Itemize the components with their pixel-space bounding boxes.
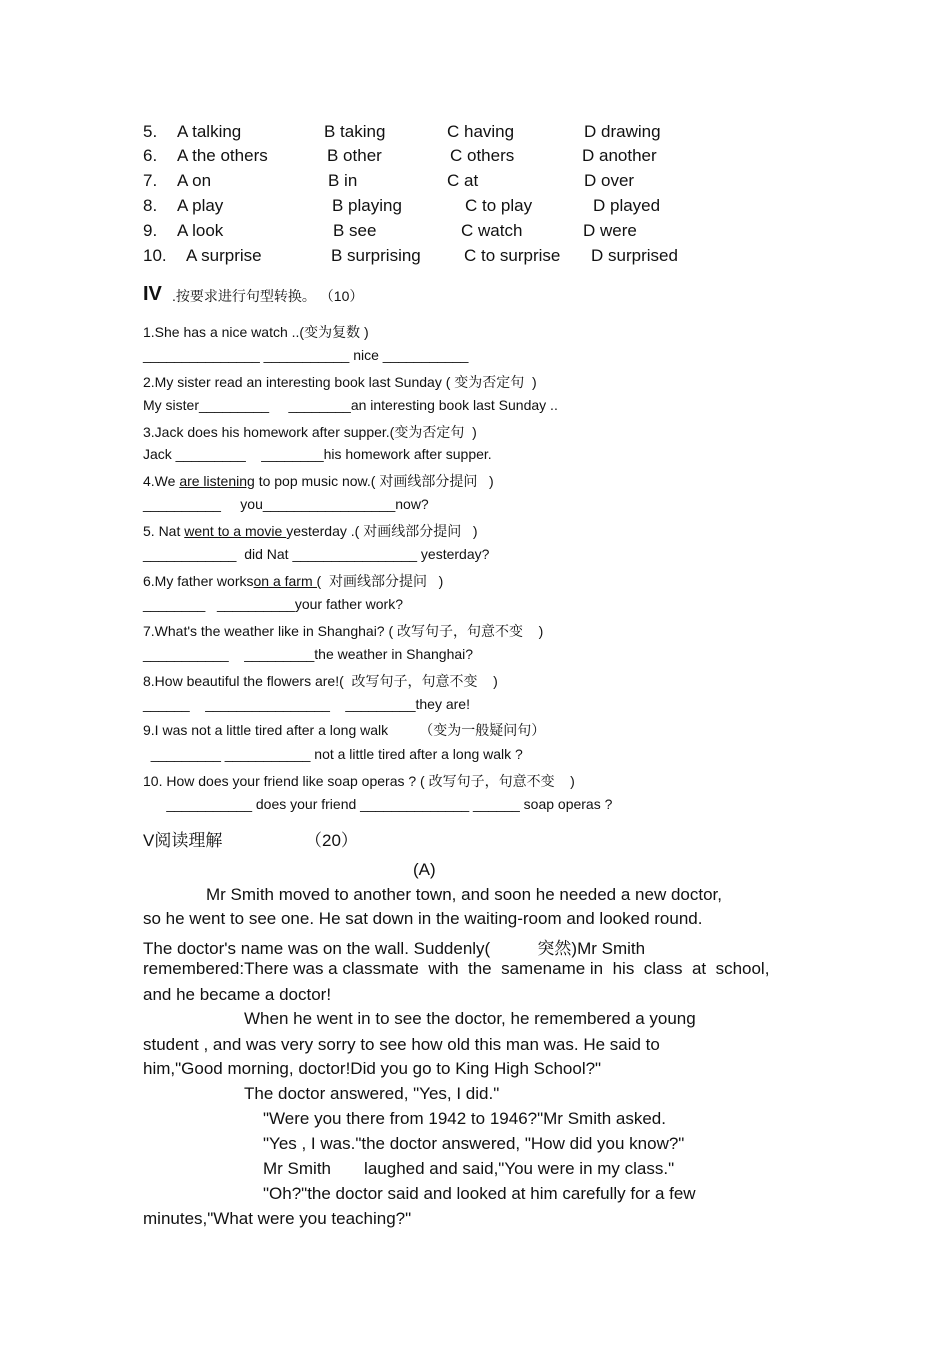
mc-number: 6. (143, 146, 158, 165)
answer-1: _______________ ___________ nice ___________ (143, 347, 469, 363)
question-text: 2.My sister read an interesting book last Sunday ( 变为否定句 ) (143, 374, 537, 390)
question-text: 5. Nat (143, 523, 185, 539)
answer-2: My sister_________ ________an interesting book last Sunday .. (143, 397, 558, 413)
question-text: 对画线部分提问 ) (321, 573, 444, 589)
mc-number: 5. (143, 122, 158, 141)
question-text: 4.We (143, 473, 180, 489)
mc-option-c: C at (447, 171, 479, 190)
mc-option-c: C watch (461, 221, 523, 240)
mc-option-b: B surprising (331, 246, 421, 265)
answer-7: ___________ _________the weather in Shanghai? (143, 646, 474, 662)
passage-line: "Yes , I was."the doctor answered, "How did you know?" (263, 1134, 685, 1153)
mc-number: 8. (143, 196, 158, 215)
question-text: yesterday .( 对画线部分提问 ) (286, 523, 478, 539)
mc-option-b: B see (333, 221, 377, 240)
underlined-phrase: went to a movie (184, 523, 287, 539)
passage-line: student , and was very sorry to see how old this man was. He said to (143, 1035, 660, 1054)
mc-option-a: A the others (177, 146, 268, 165)
mc-option-b: B in (328, 171, 358, 190)
passage-line: When he went in to see the doctor, he remembered a young (244, 1009, 696, 1028)
question-9 (143, 720, 545, 740)
passage-line: Mr Smith moved to another town, and soon he needed a new doctor, (206, 885, 722, 904)
answer-9: _________ ___________ not a little tired after a long walk ? (143, 746, 523, 762)
passage-line: Mr Smith laughed and said,"You were in my class." (263, 1159, 675, 1178)
mc-option-d: D surprised (591, 246, 678, 265)
mc-option-a: A surprise (186, 246, 262, 265)
question-text: to pop music now.( 对画线部分提问 ) (254, 473, 494, 489)
answer-8: ______ ________________ _________they are! (143, 696, 470, 712)
mc-option-d: D played (593, 196, 661, 215)
question-5 (143, 521, 478, 541)
question-text: 10. How does your friend like soap operas ? ( 改写句子，句意不变 ) (143, 773, 575, 789)
mc-option-a: A on (177, 171, 212, 190)
section-4-roman: IV (143, 283, 162, 305)
passage-line: remembered:There was a classmate with the samename in his class at school, (143, 959, 770, 978)
question-8 (143, 671, 498, 691)
mc-option-a: A talking (177, 122, 242, 141)
mc-option-b: B taking (324, 122, 386, 141)
question-2 (143, 372, 537, 392)
mc-option-c: C others (450, 146, 515, 165)
question-text: 8.How beautiful the flowers are!( 改写句子，句意不变 ) (143, 673, 498, 689)
question-text: 3.Jack does his homework after supper.(变为否定句 ) (143, 424, 477, 440)
answer-5: ____________ did Nat ________________ yesterday? (143, 546, 490, 562)
mc-option-c: C to surprise (464, 246, 561, 265)
passage-line: minutes,"What were you teaching?" (143, 1209, 412, 1228)
answer-3: Jack _________ ________his homework after supper. (143, 446, 492, 462)
question-text: 9.I was not a little tired after a long walk （变为一般疑问句） (143, 722, 546, 738)
underlined-phrase: are listening (179, 473, 255, 489)
question-3 (143, 422, 477, 442)
underlined-phrase: on a farm ( (253, 573, 322, 589)
passage-line: "Oh?"the doctor said and looked at him carefully for a few (263, 1184, 696, 1203)
mc-option-a: A look (177, 221, 224, 240)
question-4 (143, 471, 494, 491)
passage-line: The doctor's name was on the wall. Suddenly( 突然)Mr Smith (143, 939, 646, 958)
mc-option-c: C to play (465, 196, 533, 215)
section-4-title: .按要求进行句型转换。 （10） (172, 288, 364, 304)
mc-option-d: D drawing (584, 122, 661, 141)
passage-line: The doctor answered, "Yes, I did." (244, 1084, 500, 1103)
mc-option-d: D were (583, 221, 637, 240)
question-1 (143, 322, 369, 342)
question-text: 6.My father works (143, 573, 254, 589)
mc-option-b: B other (327, 146, 382, 165)
passage-line: and he became a doctor! (143, 985, 332, 1004)
answer-6: ________ __________your father work? (143, 596, 403, 612)
mc-option-b: B playing (332, 196, 402, 215)
passage-line: "Were you there from 1942 to 1946?"Mr Smith asked. (263, 1109, 666, 1128)
section-5-score: （20） (305, 831, 358, 850)
answer-10: ___________ does your friend ______________ ______ soap operas ? (143, 796, 613, 812)
mc-number: 9. (143, 221, 158, 240)
question-text: 7.What's the weather like in Shanghai? ( 改写句子，句意不变 ) (143, 623, 544, 639)
mc-option-d: D another (582, 146, 657, 165)
question-text: 1.She has a nice watch ..(变为复数 ) (143, 324, 369, 340)
section-5-title: V阅读理解 (143, 831, 223, 850)
passage-line: so he went to see one. He sat down in the waiting-room and looked round. (143, 909, 703, 928)
mc-option-a: A play (177, 196, 224, 215)
answer-4: __________ you_________________now? (143, 496, 429, 512)
mc-option-c: C having (447, 122, 515, 141)
question-10 (143, 771, 575, 791)
question-7 (143, 621, 543, 641)
mc-number: 10. (143, 246, 167, 265)
mc-option-d: D over (584, 171, 635, 190)
mc-number: 7. (143, 171, 158, 190)
passage-label: (A) (413, 860, 436, 879)
passage-line: him,"Good morning, doctor!Did you go to King High School?" (143, 1059, 602, 1078)
question-6 (143, 571, 443, 591)
